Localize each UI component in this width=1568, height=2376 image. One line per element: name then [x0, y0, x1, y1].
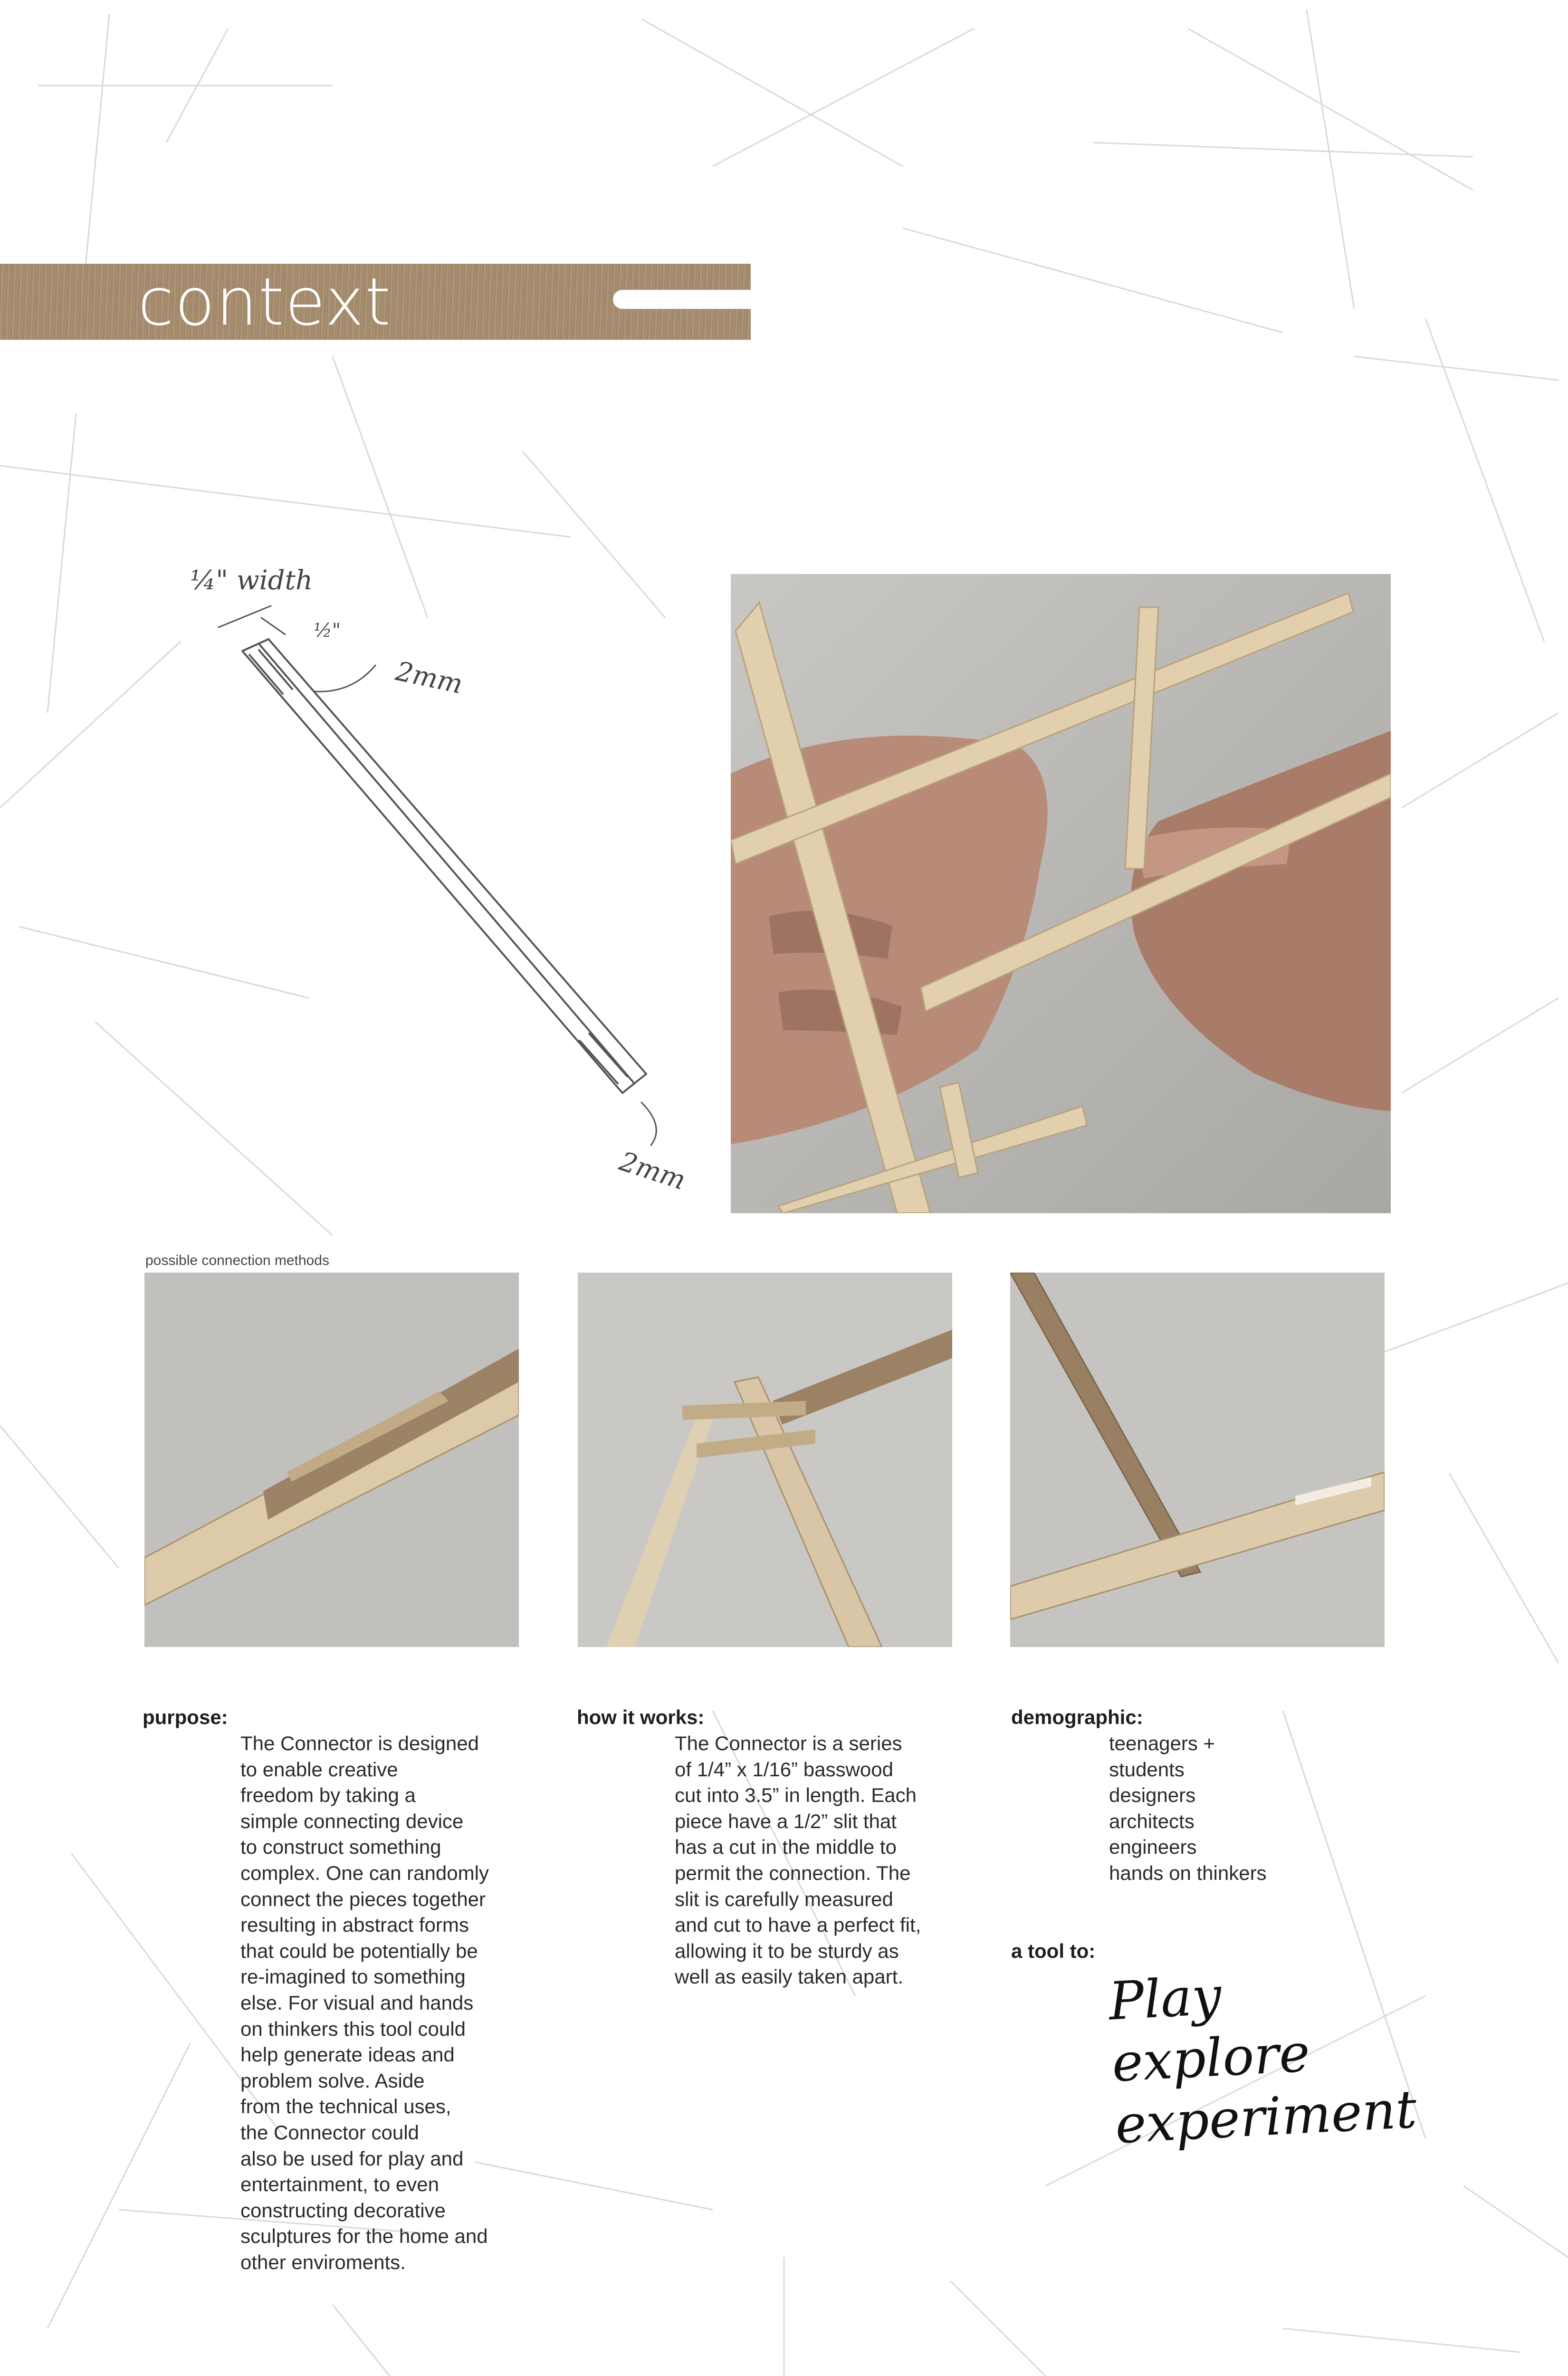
purpose-label: purpose:	[143, 1706, 228, 1728]
how-it-works-line: cut into 3.5” in length. Each	[675, 1784, 917, 1807]
connection-method-photo-2	[578, 1273, 952, 1647]
demographic-item: students	[1109, 1758, 1185, 1781]
connection-method-photo-3	[1010, 1273, 1385, 1647]
purpose-line: freedom by taking a	[240, 1784, 416, 1807]
purpose-line: resulting in abstract forms	[240, 1914, 469, 1936]
tool-handwritten-words	[1107, 1955, 1418, 2156]
connector-sketch	[171, 542, 713, 1217]
purpose-line: also be used for play and	[240, 2147, 464, 2170]
demographic-item: teenagers +	[1109, 1732, 1215, 1754]
purpose-line: from the technical uses,	[240, 2095, 451, 2118]
demographic-label: demographic:	[1011, 1706, 1143, 1728]
purpose-text	[240, 1731, 535, 2275]
tool-label: a tool to:	[1011, 1940, 1096, 1962]
purpose-line: re-imagined to something	[240, 1965, 466, 1988]
page-title: context	[138, 264, 392, 340]
purpose-line: sculptures for the home and	[240, 2225, 488, 2248]
demographic-item: engineers	[1109, 1836, 1197, 1859]
purpose-line: that could be potentially be	[240, 1939, 478, 1962]
tool-word: explore	[1110, 2022, 1311, 2094]
demographic-item: hands on thinkers	[1109, 1861, 1267, 1884]
purpose-line: The Connector is designed	[240, 1732, 479, 1754]
purpose-line: simple connecting device	[240, 1810, 464, 1832]
purpose-line: problem solve. Aside	[240, 2069, 425, 2092]
purpose-line: connect the pieces together	[240, 1887, 486, 1910]
how-it-works-line: The Connector is a series	[675, 1732, 902, 1754]
purpose-line: constructing decorative	[240, 2199, 446, 2222]
how-it-works-line: permit the connection. The	[675, 1861, 911, 1884]
how-it-works-line: piece have a 1/2” slit that	[675, 1810, 897, 1832]
tool-word: experiment	[1113, 2079, 1418, 2156]
demographic-list	[1109, 1731, 1267, 1887]
header-slot-decoration	[613, 290, 755, 309]
sketch-thickness-top-label: 2mm	[393, 656, 466, 700]
how-it-works-text	[675, 1731, 969, 1990]
how-it-works-line: slit is carefully measured	[675, 1887, 893, 1910]
purpose-line: other enviroments.	[240, 2251, 406, 2273]
tool-word: Play	[1107, 1965, 1223, 2032]
purpose-line: the Connector could	[240, 2121, 419, 2144]
purpose-line: entertainment, to even	[240, 2173, 439, 2196]
sketch-width-label: ¼" width	[190, 565, 313, 596]
purpose-line: else. For visual and hands	[240, 1991, 474, 2014]
demographic-item: architects	[1109, 1810, 1195, 1832]
how-it-works-line: has a cut in the middle to	[675, 1836, 897, 1859]
purpose-line: complex. One can randomly	[240, 1861, 489, 1884]
sketch-slit-label: ½"	[314, 620, 341, 642]
sketch-thickness-bottom-label: 2mm	[615, 1146, 689, 1197]
demographic-item: designers	[1109, 1784, 1196, 1807]
purpose-line: help generate ideas and	[240, 2043, 455, 2066]
purpose-line: to enable creative	[240, 1758, 398, 1781]
how-it-works-line: allowing it to be sturdy as	[675, 1939, 899, 1962]
connection-method-photo-1	[144, 1273, 519, 1647]
purpose-line: to construct something	[240, 1836, 441, 1859]
gallery-caption: possible connection methods	[145, 1253, 329, 1268]
purpose-line: on thinkers this tool could	[240, 2017, 466, 2040]
hands-assembly-photo	[731, 574, 1391, 1213]
how-it-works-line: of 1/4” x 1/16” basswood	[675, 1758, 893, 1781]
how-it-works-label: how it works:	[577, 1706, 705, 1728]
how-it-works-line: and cut to have a perfect fit,	[675, 1914, 921, 1936]
how-it-works-line: well as easily taken apart.	[675, 1965, 903, 1988]
